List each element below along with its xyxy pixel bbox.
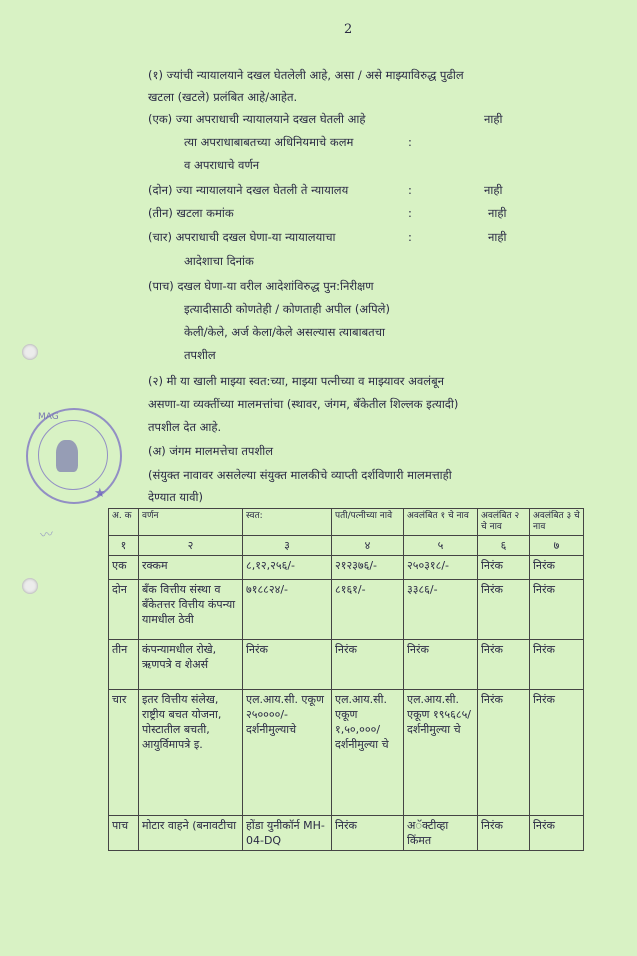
star-icon: ★: [94, 486, 106, 501]
table-cell: रक्कम: [139, 556, 243, 580]
table-cell: निरंक: [478, 816, 530, 851]
seal-text: MAG: [38, 412, 59, 422]
header-dependent-1: अवलंबित १ चे नाव: [404, 509, 478, 536]
table-cell: एल.आय.सी. एकूण १९५६८५/ दर्शनीमुल्या चे: [404, 690, 478, 816]
item-5-cont-1: इत्यादीसाठी कोणतेही / कोणताही अपील (अपिले): [184, 302, 390, 316]
index-cell: ३: [243, 536, 332, 556]
table-cell: कंपन्यामधील रोखे, ऋणपत्रे व शेअर्स: [139, 640, 243, 690]
table-cell: निरंक: [530, 690, 584, 816]
signature-scribble: 〰: [39, 527, 55, 544]
table-cell: एक: [109, 556, 139, 580]
index-cell: १: [109, 536, 139, 556]
table-cell: होंडा युनीकॉर्न MH-04-DQ: [243, 816, 332, 851]
para2-line-1: (२) मी या खाली माझ्या स्वत:च्या, माझ्या पत्नीच्या व माझ्यावर अवलंबून: [148, 374, 445, 388]
punch-hole-bottom: [22, 578, 38, 594]
item-3-value: नाही: [488, 206, 507, 220]
header-dependent-3: अवलंबित ३ चे नाव: [530, 509, 584, 536]
table-cell: निरंक: [478, 640, 530, 690]
item-1-cont-2: व अपराधाचे वर्णन: [184, 158, 260, 172]
table-row: [109, 816, 584, 851]
para2-line-3: तपशील देत आहे.: [148, 420, 222, 434]
emblem-icon: [56, 440, 78, 472]
header-serial: अ. क: [109, 509, 139, 536]
table-cell: निरंक: [404, 640, 478, 690]
item-1-colon: :: [408, 135, 412, 149]
header-self: स्वत:: [243, 509, 332, 536]
page-number: 2: [344, 22, 353, 37]
table-cell: ७१८८२४/-: [243, 580, 332, 640]
table-row: [109, 690, 584, 816]
table-row: [109, 580, 584, 640]
movable-assets-table: [108, 508, 584, 851]
para2-line-2: असणा-या व्यक्तींच्या मालमत्तांचा (स्थावर, जंगम, बँकेतील शिल्लक इत्यादी): [148, 397, 459, 411]
item-3-label: (तीन) खटला कमांक: [148, 206, 234, 220]
item-5-label: (पाच) दखल घेणा-या वरील आदेशांविरुद्ध पुन:निरीक्षण: [148, 279, 374, 293]
item-5-cont-3: तपशील: [184, 348, 216, 362]
item-3-colon: :: [408, 206, 412, 220]
table-cell: अॅक्टीव्हा किंमत: [404, 816, 478, 851]
index-cell: ७: [530, 536, 584, 556]
item-4-colon: :: [408, 230, 412, 244]
table-cell: ३३८६/-: [404, 580, 478, 640]
table-row: [109, 556, 584, 580]
table-cell: बँक वित्तीय संस्था व बँकेतत्तर वित्तीय कंपन्या यामधील ठेवी: [139, 580, 243, 640]
item-5-cont-2: केली/केले, अर्ज केला/केले असल्यास त्याबाबतचा: [184, 325, 385, 339]
table-cell: चार: [109, 690, 139, 816]
official-seal: [26, 408, 122, 504]
table-cell: एल.आय.सी. एकूण १,५०,०००/ दर्शनीमुल्या चे: [332, 690, 404, 816]
item-1-value: नाही: [484, 112, 503, 126]
table-cell: २१२३७६/-: [332, 556, 404, 580]
header-spouse: पती/पत्नीच्या नावे: [332, 509, 404, 536]
index-cell: ६: [478, 536, 530, 556]
table-cell: निरंक: [530, 556, 584, 580]
table-cell: निरंक: [332, 816, 404, 851]
table-cell: निरंक: [530, 816, 584, 851]
item-4-value: नाही: [488, 230, 507, 244]
punch-hole-top: [22, 344, 38, 360]
table-cell: इतर वित्तीय संलेख, राष्ट्रीय बचत योजना, पोस्टातील बचती, आयुर्विमापत्रे इ.: [139, 690, 243, 816]
table-cell: २५०३१८/-: [404, 556, 478, 580]
table-cell: ८१६१/-: [332, 580, 404, 640]
note-line-1: (संयुक्त नावावर असलेल्या संयुक्त मालकीचे व्याप्ती दर्शविणारी मालमत्ताही: [148, 468, 452, 482]
index-cell: २: [139, 536, 243, 556]
table-cell: निरंक: [530, 640, 584, 690]
table-cell: निरंक: [478, 556, 530, 580]
item-1-cont-1: त्या अपराधाबाबतच्या अधिनियमाचे कलम: [184, 135, 354, 149]
intro-line-1: (१) ज्यांची न्यायालयाने दखल घेतलेली आहे, असा / असे माझ्याविरुद्ध पुढील: [148, 68, 464, 82]
table-cell: मोटार वाहने (बनावटीचा: [139, 816, 243, 851]
item-2-value: नाही: [484, 183, 503, 197]
table-row: [109, 640, 584, 690]
table-cell: ८,१२,२५६/-: [243, 556, 332, 580]
table-index-row: [109, 536, 584, 556]
table-header-row: [109, 509, 584, 536]
table-cell: निरंक: [332, 640, 404, 690]
item-4-cont-1: आदेशाचा दिनांक: [184, 254, 254, 268]
intro-line-2: खटला (खटले) प्रलंबित आहे/आहेत.: [148, 90, 298, 104]
table-cell: निरंक: [243, 640, 332, 690]
table-cell: निरंक: [478, 690, 530, 816]
header-dependent-2: अवलंबित २ चे नाव: [478, 509, 530, 536]
item-2-colon: :: [408, 183, 412, 197]
index-cell: ५: [404, 536, 478, 556]
table-cell: एल.आय.सी. एकूण २५००००/- दर्शनीमुल्याचे: [243, 690, 332, 816]
table-cell: निरंक: [478, 580, 530, 640]
item-4-label: (चार) अपराधाची दखल घेणा-या न्यायालयाचा: [148, 230, 336, 244]
table-cell: दोन: [109, 580, 139, 640]
section-a-heading: (अ) जंगम मालमत्तेचा तपशील: [148, 444, 274, 458]
index-cell: ४: [332, 536, 404, 556]
item-1-label: (एक) ज्या अपराधाची न्यायालयाने दखल घेतली आहे: [148, 112, 366, 126]
table-cell: तीन: [109, 640, 139, 690]
note-line-2: देण्यात यावी): [148, 490, 203, 504]
table-cell: निरंक: [530, 580, 584, 640]
header-description: वर्णन: [139, 509, 243, 536]
item-2-label: (दोन) ज्या न्यायालयाने दखल घेतली ते न्यायालय: [148, 183, 349, 197]
table-cell: पाच: [109, 816, 139, 851]
